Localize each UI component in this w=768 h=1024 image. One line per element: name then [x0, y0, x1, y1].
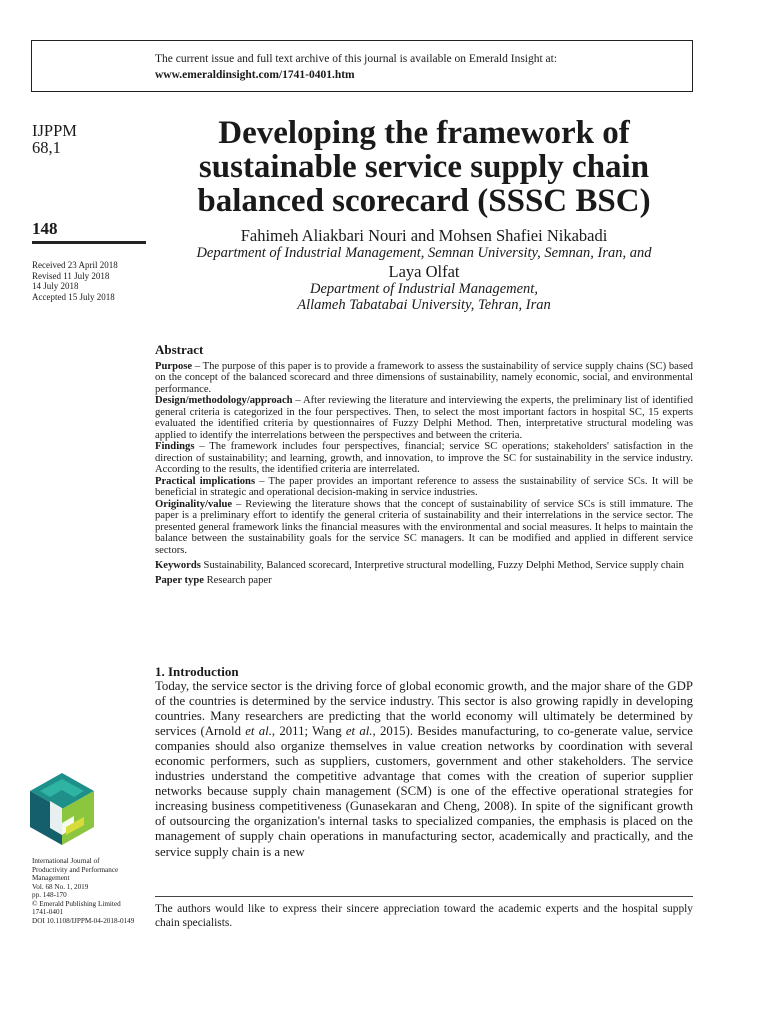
author-names: Laya Olfat	[388, 261, 460, 281]
crossmark-logo-icon[interactable]	[30, 773, 94, 845]
affiliation: Department of Industrial Management, Semnan University, Semnan, Iran, and	[196, 245, 652, 261]
sidebar-rule	[32, 241, 146, 244]
abstract	[155, 344, 693, 587]
journal-info: International Journal of Productivity and Performance Management Vol. 68 No. 1, 2019 pp. 148-170 © Emerald Publishing Limited 1741-0401 DOI 10.1108/IJPPM-04-2018-0149	[32, 857, 135, 925]
introduction	[155, 664, 693, 860]
abstract-heading: Abstract	[155, 342, 204, 357]
affiliation: Allameh Tabatabai University, Tehran, Iran	[297, 297, 551, 313]
intro-paragraph: Today, the service sector is the driving force of global economic growth, and the major share of the GDP of the countries is determined by the service industry. This sector is also growing rapidly in developing countries. Many researchers are predicting that the world economy will ultimately be determined by services (Arnold et al., 2011; Wang et al., 2015). Besides manufacturing, to co-generate value, service companies should also organize themselves in value creation networks by coordination with several economic performers, such as suppliers, customers, government and other stakeholders. The service industries understand the competitive advantage that comes with the creation of superior supplier networks because supply chain management (SCM) is one of the effective operational strategies for increasing business competitiveness (Gunasekaran and Cheng, 2008). In spite of the significant growth of outsourcing the organization's internal tasks to specialized companies, the emphasis is placed on the management of supply chain operations in manufacturing sector, academically and practically, and the service supply chain is a new	[155, 679, 693, 859]
paper-title: Developing the framework of sustainable service supply chain balanced scorecard (SSSC BSC)	[197, 115, 651, 219]
abstract-findings: Findings – The framework includes four perspectives, financial; service SC operations; stakeholders' satisfaction in the direction of sustainability; and learning, growth, and innovation, to improve the SC for sustainability in the service industry. According to the results, the identified criteria are interrelated.	[155, 441, 693, 475]
author-block	[155, 226, 693, 314]
paper-type: Paper type Research paper	[155, 575, 272, 586]
access-banner	[31, 40, 693, 92]
abstract-purpose: Purpose – The purpose of this paper is to provide a framework to assess the sustainability of service supply chains (SC) based on the concept of the balanced scorecard and three dimensions of sustainability, namely economic, social, and environmental performance.	[155, 360, 693, 395]
keywords: Keywords Sustainability, Balanced scorecard, Interpretive structural modelling, Fuzzy Delphi Method, Service supply chain	[155, 560, 684, 571]
journal-code: IJPPM 68,1	[32, 121, 77, 157]
footnote-rule	[155, 896, 693, 897]
banner-text: The current issue and full text archive of this journal is available on Emerald Insight at:	[155, 53, 558, 65]
affiliation: Department of Industrial Management,	[310, 280, 538, 297]
abstract-originality: Originality/value – Reviewing the literature shows that the concept of sustainability of service SCs is still immature. The paper is a preliminary effort to identify the general criteria of sustainability and their interrelations in the service sector. The presented general framework links the financial measures with the environmental and social measures. It helps to maintain the balance between the sustainability goals for the service SC managers. It can be modified and applied in different service sectors.	[155, 498, 693, 556]
banner-url[interactable]: www.emeraldinsight.com/1741-0401.htm	[155, 69, 355, 81]
abstract-practical: Practical implications – The paper provides an important reference to assess the sustainability of service SCs. It will be beneficial in strategic and operational decision-making in service industries.	[155, 475, 694, 498]
abstract-design: Design/methodology/approach – After reviewing the literature and interviewing the experts, the preliminary list of identified general criteria is categorized in the four perspectives. Then, to select the most important factors in hospital SC, 15 experts evaluated the identified criteria by questionnaires of Fuzzy Delphi Method. Then, interpretative structural modeling was applied to identify the interrelations between the perspectives and between the criteria.	[155, 395, 693, 441]
section-heading: 1. Introduction	[155, 664, 239, 679]
author-names: Fahimeh Aliakbari Nouri and Mohsen Shafiei Nikabadi	[240, 226, 608, 245]
acknowledgement-footnote: The authors would like to express their sincere appreciation toward the academic experts and the hospital supply chain specialists.	[155, 903, 693, 929]
received-dates: Received 23 April 2018 Revised 11 July 2018 14 July 2018 Accepted 15 July 2018	[32, 260, 118, 302]
page-number: 148	[32, 219, 58, 238]
